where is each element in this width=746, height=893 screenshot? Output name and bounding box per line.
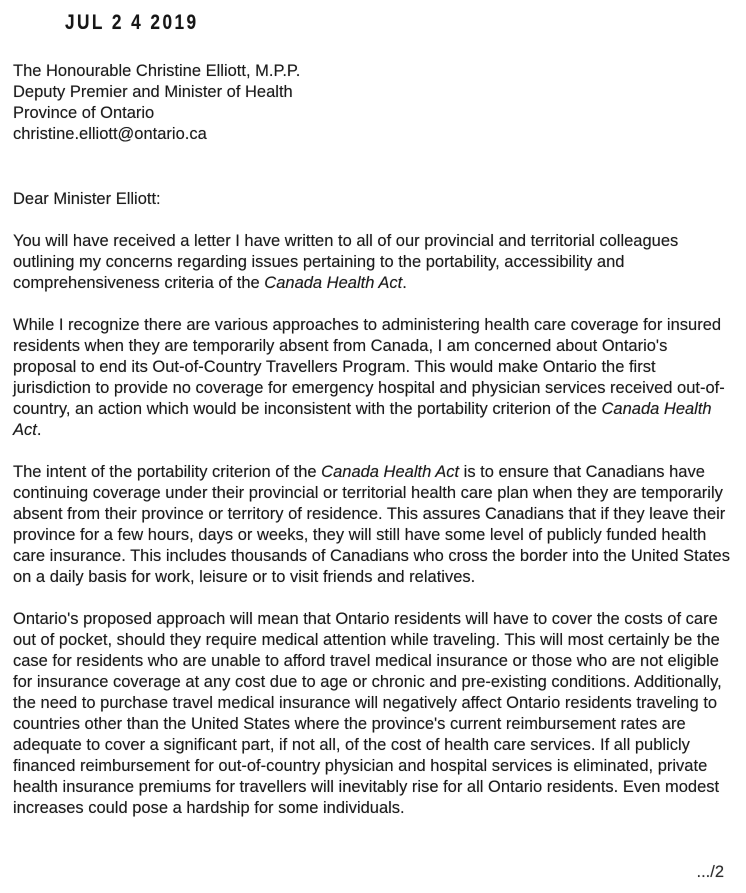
act-title-italic: Canada Health Act	[264, 274, 403, 292]
date-stamp: JUL 2 4 2019	[65, 11, 199, 34]
paragraph-text: While I recognize there are various approaches to administering health care coverage for insured residents when they are temporarily absent from Canada, I am concerned about Ontario's proposal to end its Out-of-Country Travellers Program. This would make Ontario the first jurisdiction to provide no coverage for emergency hospital and physician services received out-of-country, an action which would be inconsistent with the portability criterion of the	[13, 316, 725, 418]
body-paragraph-1	[13, 231, 733, 294]
recipient-org: Province of Ontario	[13, 104, 155, 122]
body-paragraph-2	[13, 315, 733, 441]
body-paragraph-3	[13, 462, 733, 588]
recipient-title: Deputy Premier and Minister of Health	[13, 83, 293, 101]
paragraph-text: Ontario's proposed approach will mean that Ontario residents will have to cover the costs of care out of pocket, should they require medical attention while traveling. This will most certainly be the case for residents who are unable to afford travel medical insurance or those who are not eligible for insurance coverage at any cost due to age or chronic and pre-existing conditions. Additionally, the need to purchase travel medical insurance will negatively affect Ontario residents traveling to countries other than the United States where the province's current reimbursement rates are adequate to cover a significant part, if not all, of the cost of health care services. If all publicly financed reimbursement for out-of-country physician and hospital services is eliminated, private health insurance premiums for travellers will inevitably rise for all Ontario residents. Even modest increases could pose a hardship for some individuals.	[13, 610, 722, 817]
recipient-name: The Honourable Christine Elliott, M.P.P.	[13, 62, 301, 80]
paragraph-text: .	[402, 274, 407, 292]
act-title-italic: Canada Health Act	[13, 400, 712, 439]
page-continuation-marker: .../2	[696, 863, 724, 881]
recipient-block	[13, 61, 733, 145]
salutation: Dear Minister Elliott:	[13, 190, 161, 208]
paragraph-text: .	[36, 421, 42, 439]
paragraph-text: The intent of the portability criterion of the	[13, 463, 322, 481]
recipient-email: christine.elliott@ontario.ca	[13, 125, 207, 143]
act-title-italic: Canada Health Act	[321, 463, 460, 481]
paragraph-text: You will have received a letter I have written to all of our provincial and territorial colleagues outlining my concerns regarding issues pertaining to the portability, accessibility and comprehensiveness criteria of the	[13, 232, 679, 292]
body-paragraph-4	[13, 609, 733, 819]
letter-body	[13, 231, 733, 819]
paragraph-text: is to ensure that Canadians have continuing coverage under their provincial or territorial health care plan when they are temporarily absent from their province or territory of residence. This assures Canadians that if they leave their province for a few hours, days or weeks, they will still have some level of publicly funded health care insurance. This includes thousands of Canadians who cross the border into the United States on a daily basis for work, leisure or to visit friends and relatives.	[13, 463, 730, 586]
